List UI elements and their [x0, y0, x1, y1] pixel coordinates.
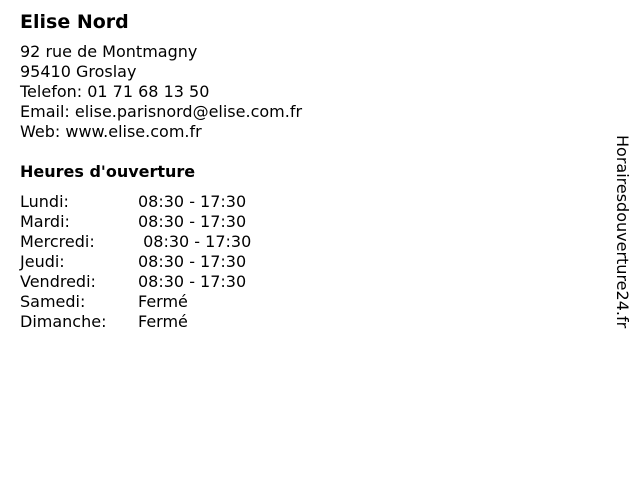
hours-row-dimanche	[20, 312, 580, 332]
hours-time: Fermé	[138, 292, 188, 311]
hours-row-mardi	[20, 212, 580, 232]
hours-day: Dimanche:	[20, 312, 107, 331]
address-line-city: 95410 Groslay	[20, 62, 137, 81]
hours-day: Mardi:	[20, 212, 70, 231]
hours-time: 08:30 - 17:30	[138, 272, 247, 291]
opening-hours-table	[20, 192, 580, 332]
web-line: Web: www.elise.com.fr	[20, 122, 202, 141]
hours-time: 08:30 - 17:30	[138, 192, 247, 211]
email-line: Email: elise.parisnord@elise.com.fr	[20, 102, 303, 121]
hours-time: 08:30 - 17:30	[138, 232, 252, 251]
hours-row-vendredi	[20, 272, 580, 292]
hours-row-mercredi	[20, 232, 580, 252]
hours-time: 08:30 - 17:30	[138, 212, 247, 231]
contact-block	[20, 42, 580, 142]
hours-day: Mercredi:	[20, 232, 95, 251]
hours-day: Jeudi:	[20, 252, 65, 271]
hours-day: Vendredi:	[20, 272, 96, 291]
hours-time: 08:30 - 17:30	[138, 252, 247, 271]
business-card	[20, 9, 580, 332]
hours-day: Lundi:	[20, 192, 69, 211]
business-name: Elise Nord	[20, 11, 129, 33]
hours-row-lundi	[20, 192, 580, 212]
hours-day: Samedi:	[20, 292, 86, 311]
hours-time: Fermé	[138, 312, 188, 331]
hours-row-samedi	[20, 292, 580, 312]
site-watermark: Horairesdouverture24.fr	[613, 135, 632, 329]
phone-line: Telefon: 01 71 68 13 50	[20, 82, 210, 101]
address-line-street: 92 rue de Montmagny	[20, 42, 198, 61]
opening-hours-heading: Heures d'ouverture	[20, 162, 196, 181]
hours-row-jeudi	[20, 252, 580, 272]
